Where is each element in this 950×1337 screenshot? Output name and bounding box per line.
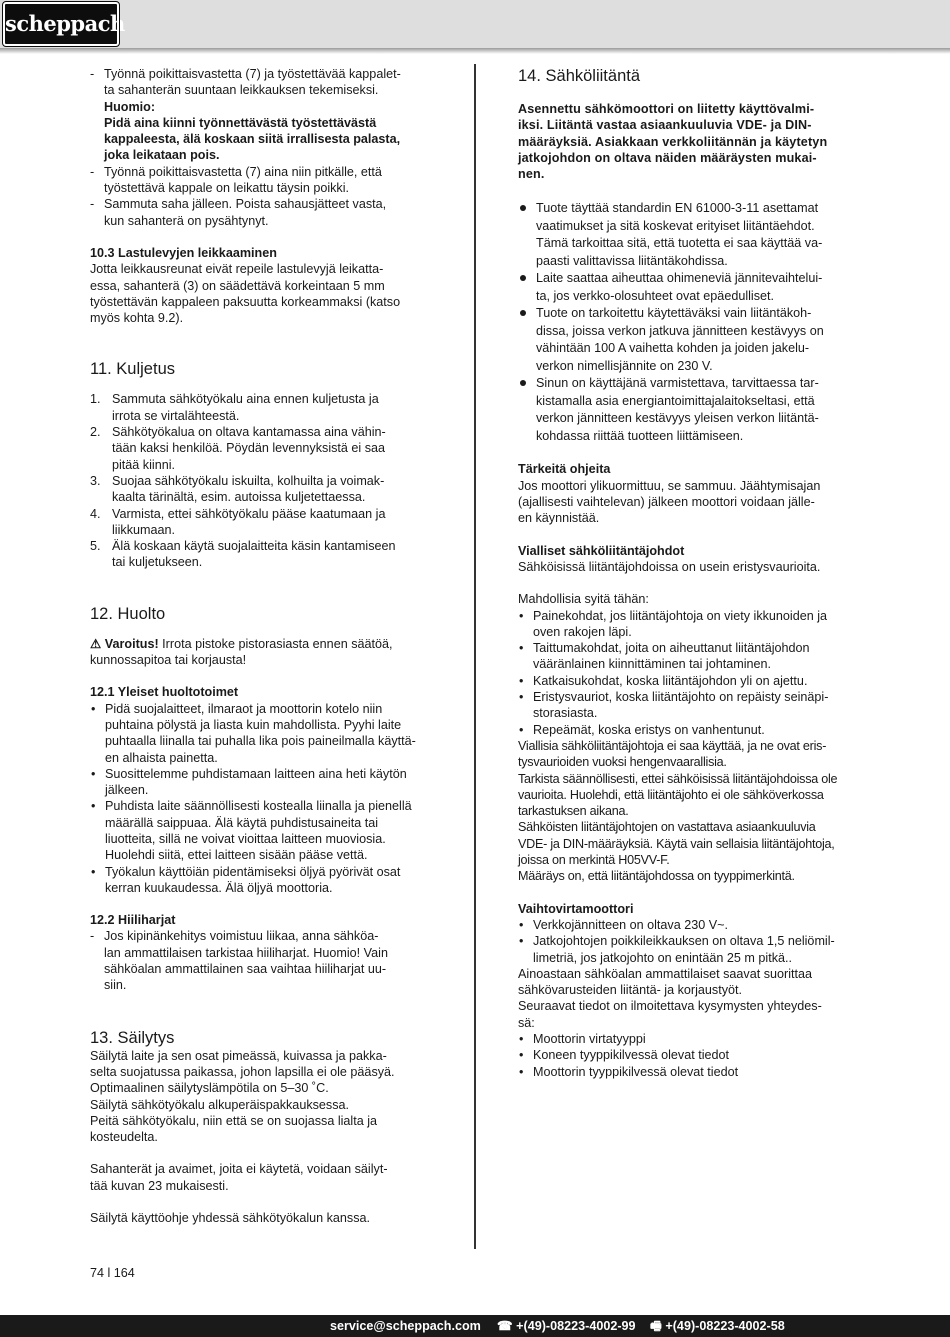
- section-11-title: 11. Kuljetus: [90, 360, 175, 379]
- header-bar: [0, 0, 950, 48]
- list-item: • Taittumakohdat, joita on aiheuttanut liitäntäjohdon vääränlainen kiinnittäminen tai johtaminen.: [518, 640, 861, 673]
- column-divider: [474, 64, 476, 1249]
- list-item: 3. Suojaa sähkötyökalu iskuilta, kolhuilta ja voimak- kaalta tärinältä, esim. autoissa kuljetettaessa.: [90, 473, 385, 505]
- footer-bar: [0, 1315, 950, 1337]
- list-item: • Pidä suojalaitteet, ilmaraot ja moottorin kotelo niin puhtaina pölystä ja liasta kuin mahdollista. Pyyhi laite puhtaalla liinalla tai puhalla lika pois paineilmalla käyttä- en alhaista painetta.: [90, 701, 440, 766]
- section-12-1-title: 12.1 Yleiset huoltotoimet: [90, 685, 239, 700]
- storage-body: Säilytä laite ja sen osat pimeässä, kuivassa ja pakka- selta suojatussa paikassa, johon lapsilla ei ole pääsyä. Optimaalinen säilytyslämpötila on 5–30 ˚C. Säilytä sähkötyökalu alkuperäispakkauksessa. Peitä sähkötyökalu, niin että se on suojassa lialta ja kosteudelta.: [90, 1048, 395, 1145]
- list-item: Tuote on tarkoitettu käytettäväksi vain liitäntäkoh- dissa, joissa verkon jatkuva jännitteen kestävyys on vähintään 100 A vaihetta kohden ja joiden jakelu- verkon nimellisjännite on 230 V.: [518, 305, 861, 375]
- dash-item: - Työnnä poikittaisvastetta (7) aina niin pitkälle, että työstettävä kappale on leikattu täysin poikki.: [90, 164, 440, 197]
- list-item: • Moottorin virtatyyppi: [518, 1031, 861, 1047]
- important-title: Tärkeitä ohjeita: [518, 462, 611, 477]
- header-shadow: [0, 48, 950, 54]
- list-item: Sinun on käyttäjänä varmistettava, tarvittaessa tar- kistamalla asia energiantoimittajalaitokseltasi, että verkon jännitteen kestävyys yleisen verkon liitäntä- kohdassa riittää tuotteen liittämiseen.: [518, 375, 861, 445]
- faulty-cables-warning: Viallisia sähköliitäntäjohtoja ei saa käyttää, ja ne ovat eris- tysvaurioiden vuoksi hengenvaarallisia. Tarkista säännöllisesti, ettei sähköisissä liitäntäjohdoissa ole vaurioita. Huolehdi, että liitäntäjohto ei ole sähköverkossa tarkastuksen aikana. Sähköisten liitäntäjohtojen on vastattava asiaankuuluvia VDE- ja DIN-määräyksiä. Käytä vain sellaisia liitäntäjohtoja, joissa on merkintä H05VV-F. Määräys on, että liitäntäjohdossa on tyyppimerkintä.: [518, 738, 838, 884]
- storage-note: Sahanterät ja avaimet, joita ei käytetä, voidaan säilyt- tää kuvan 23 mukaisesti.: [90, 1162, 388, 1193]
- list-item: • Työkalun käyttöiän pidentämiseksi öljyä pyörivät osat kerran kuukaudessa. Älä öljyä moottoria.: [90, 864, 440, 897]
- ac-motor-body: Ainoastaan sähköalan ammattilaiset saavat suorittaa sähkövarusteiden liitäntä- ja korjaustyöt. Seuraavat tiedot on ilmoitettava kysymysten yhteydes- sä:: [518, 966, 822, 1030]
- transport-list: [90, 391, 440, 570]
- huomio-title: Huomio:: [104, 99, 156, 114]
- faulty-cables-title: Vialliset sähköliitäntäjohdot: [518, 543, 685, 558]
- list-item: • Verkkojännitteen on oltava 230 V~.: [518, 917, 861, 933]
- section-14-intro: Asennettu sähkömoottori on liitetty käyttövalmi- iksi. Liitäntä vastaa asiaankuuluvia VDE- ja DIN- määräyksiä. Asiakkaan verkkoliitännän ja käytetyn jatkojohdon on oltava näiden määräysten mukai- nen.: [518, 102, 828, 182]
- right-column: [518, 66, 861, 1080]
- list-item: • Katkaisukohdat, koska liitäntäjohdon yli on ajettu.: [518, 673, 861, 689]
- list-item: • Puhdista laite säännöllisesti kostealla liinalla ja pienellä määrällä saippuaa. Älä käytä puhdistusaineita tai liuotteita, sillä ne voivat vioittaa laitteen muoviosia. Huolehdi siitä, ettei laitteen sisään pääse vettä.: [90, 798, 440, 863]
- warning-label: ⚠ Varoitus!: [90, 636, 159, 651]
- list-item: • Suosittelemme puhdistamaan laitteen aina heti käytön jälkeen.: [90, 766, 440, 799]
- service-email-link[interactable]: service@scheppach.com: [330, 1319, 481, 1333]
- list-item: • Koneen tyyppikilvessä olevat tiedot: [518, 1047, 861, 1063]
- list-item: 1. Sammuta sähkötyökalu aina ennen kuljetusta ja irrota se virtalähteestä.: [90, 392, 379, 423]
- important-body: Jos moottori ylikuormittuu, se sammuu. Jäähtymisajan (ajallisesti vaihtelevan) jälkeen moottori voidaan jälle- en käynnistää.: [518, 478, 821, 526]
- phone-number: ☎ +(49)-08223-4002-99: [497, 1319, 636, 1333]
- causes-list: [518, 608, 861, 738]
- ac-motor-list: [518, 917, 861, 966]
- list-item: Tuote täyttää standardin EN 61000-3-11 asettamat vaatimukset ja sitä koskevat erityiset liitäntäehdot. Tämä tarkoittaa sitä, että tuotetta ei saa käyttää va- paasti valittavissa liitäntäkohdissa.: [518, 200, 861, 270]
- list-item: • Moottorin tyyppikilvessä olevat tiedot: [518, 1064, 861, 1080]
- section-13-title: 13. Säilytys: [90, 1028, 175, 1047]
- section-14-title: 14. Sähköliitäntä: [518, 67, 641, 85]
- section-12-title: 12. Huolto: [90, 604, 166, 623]
- dash-item: - Jos kipinänkehitys voimistuu liikaa, anna sähköa- lan ammattilaisen tarkistaa hiiliharjat. Huomio! Vain sähköalan ammattilainen saa vaihtaa hiiliharjat uu- siin.: [90, 928, 440, 993]
- dash-item: - Työnnä poikittaisvastetta (7) ja työstettävää kappalet- ta sahanterän suuntaan leikkauksen tekemiseksi. Huomio: Pidä aina kiinni työnnettävästä työstettävästä kappaleesta, älä koskaan siitä irrallisesta palasta, joka leikataan pois.: [90, 66, 440, 164]
- maintenance-list: [90, 701, 440, 897]
- left-column: [90, 66, 440, 1226]
- compliance-list: [518, 200, 861, 445]
- ac-motor-title: Vaihtovirtamoottori: [518, 901, 634, 916]
- list-item: 2. Sähkötyökalua on oltava kantamassa aina vähin- tään kaksi henkilöä. Pöydän levennyksistä ei saa pitää kiinni.: [90, 425, 386, 472]
- list-item: • Jatkojohtojen poikkileikkauksen on oltava 1,5 neliömil- limetriä, jos jatkojohto on enintään 25 m pitkä..: [518, 933, 861, 966]
- storage-manual-note: Säilytä käyttöohje yhdessä sähkötyökalun kanssa.: [90, 1211, 371, 1226]
- page-number: 74 l 164: [90, 1266, 135, 1280]
- dash-item: - Sammuta saha jälleen. Poista sahausjätteet vasta, kun sahanterä on pysähtynyt.: [90, 196, 440, 229]
- section-12-2-title: 12.2 Hiiliharjat: [90, 913, 176, 928]
- section-10-3-title: 10.3 Lastulevyjen leikkaaminen: [90, 245, 277, 260]
- list-item: • Eristysvauriot, koska liitäntäjohto on repäisty seinäpi- storasiasta.: [518, 689, 861, 722]
- fax-number: 🖷 +(49)-08223-4002-58: [650, 1319, 785, 1333]
- list-item: Laite saattaa aiheuttaa ohimeneviä jännitevaihtelui- ta, jos verkko-olosuhteet ovat epäedulliset.: [518, 270, 861, 305]
- list-item: • Repeämät, koska eristys on vanhentunut.: [518, 722, 861, 738]
- list-item: 4. Varmista, ettei sähkötyökalu pääse kaatumaan ja liikkumaan.: [90, 506, 386, 537]
- info-list: [518, 1031, 861, 1080]
- section-10-3-body: Jotta leikkausreunat eivät repeile lastulevyjä leikatta- essa, sahanterä (3) on säädettävä korkeintaan 5 mm työstettävän kappaleen paksuutta korkeammaksi (katso myös kohta 9.2).: [90, 262, 401, 326]
- warning-note: ⚠ Varoitus! Irrota pistoke pistorasiasta ennen säätöä, kunnossapitoa tai korjausta!: [90, 636, 393, 668]
- list-item: 5. Älä koskaan käytä suojalaitteita käsin kantamiseen tai kuljetukseen.: [90, 539, 396, 570]
- causes-title: Mahdollisia syitä tähän:: [518, 592, 649, 607]
- scheppach-logo: scheppach: [3, 2, 119, 46]
- list-item: • Painekohdat, jos liitäntäjohtoja on viety ikkunoiden ja oven rakojen läpi.: [518, 608, 861, 641]
- faulty-cables-body: Sähköisissä liitäntäjohdoissa on usein eristysvaurioita.: [518, 559, 821, 574]
